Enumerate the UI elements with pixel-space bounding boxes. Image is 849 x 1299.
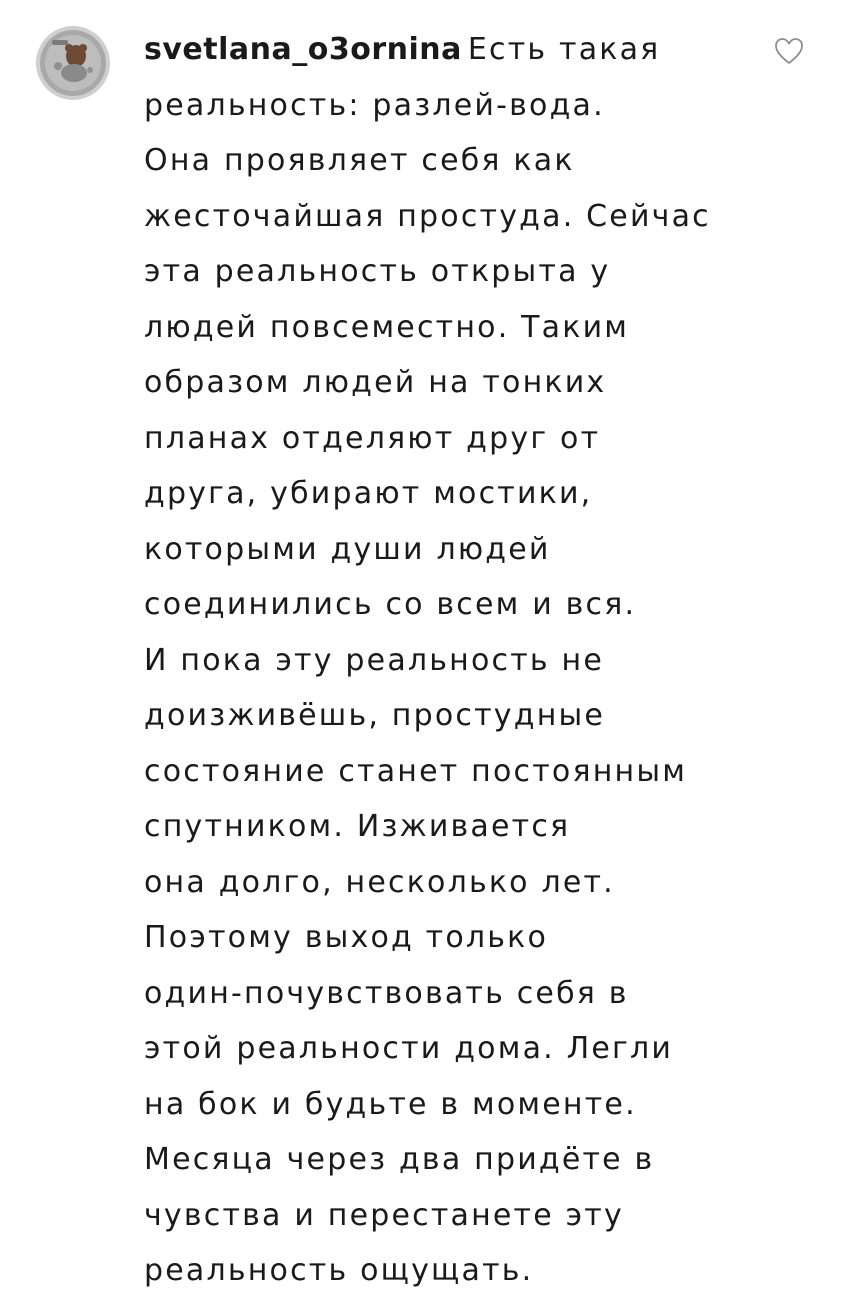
comment-line: этой реальности дома. Легли — [144, 1031, 674, 1066]
comment-line: она долго, несколько лет. — [144, 864, 615, 900]
comment-line: доизживёшь, простудные — [144, 698, 606, 733]
comment-line: Она проявляет себя как — [144, 143, 575, 178]
avatar-image — [36, 26, 110, 100]
comment-line: Поэтому выход только — [144, 920, 549, 955]
comment-line: которыми души людей — [144, 531, 551, 567]
comment-line: соединились со всем и вся. — [144, 587, 637, 622]
comment-first-line — [144, 22, 754, 78]
comment-line: на бок и будьте в моменте. — [144, 1086, 637, 1122]
comment-line: И пока эту реальность не — [144, 642, 604, 678]
comment-text — [144, 22, 754, 1299]
comment-line: людей повсеместно. Таким — [144, 309, 630, 345]
heart-outline-icon[interactable] — [774, 37, 804, 65]
comment-line: жесточайшая простуда. Сейчас — [144, 198, 711, 234]
comment-line: эта реальность открыта у — [144, 254, 611, 289]
comment-line: Месяца через два придёте в — [144, 1142, 655, 1177]
comment-line: реальность ощущать. — [144, 1253, 534, 1288]
comment-line: один-почувствовать себя в — [144, 975, 629, 1011]
username-link[interactable]: svetlana_o3ornina — [144, 32, 462, 67]
comment-line: друга, убирают мостики, — [144, 476, 593, 511]
comment-line: спутником. Изживается — [144, 809, 571, 844]
comment-line: образом людей на тонких — [144, 365, 607, 400]
avatar[interactable] — [36, 26, 110, 100]
comment-line: реальность: разлей-вода. — [144, 87, 605, 123]
comment-line: планах отделяют друг от — [144, 420, 601, 456]
comment-line: чувства и перестанете эту — [144, 1197, 624, 1233]
comment-line: состояние станет постоянным — [144, 753, 688, 789]
comment-text-start: Есть такая — [467, 32, 661, 67]
